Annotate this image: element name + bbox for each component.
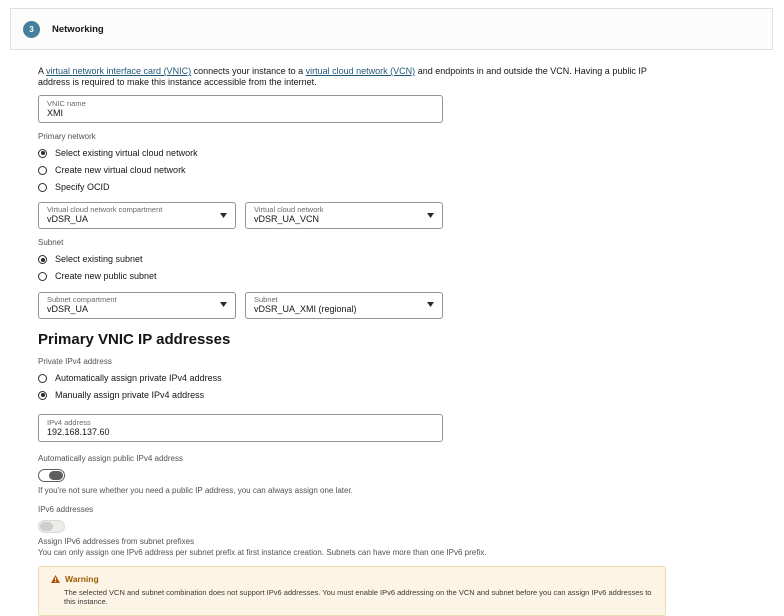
radio-label: Select existing subnet <box>55 254 143 265</box>
radio-auto-private-ipv4[interactable] <box>38 373 784 383</box>
private-ipv4-label: Private IPv4 address <box>38 356 112 366</box>
vnic-name-input[interactable] <box>47 108 434 118</box>
step-number-badge: 3 <box>23 21 40 38</box>
toggle-knob-icon <box>40 522 53 531</box>
chevron-down-icon <box>220 302 227 307</box>
radio-label: Automatically assign private IPv4 address <box>55 372 222 383</box>
radio-icon[interactable] <box>38 166 47 175</box>
subnet-select-label: Subnet <box>254 294 278 304</box>
intro-middle: connects your instance to a <box>191 66 306 76</box>
vcn-select-row <box>38 202 784 229</box>
warning-title: Warning <box>65 573 99 584</box>
subnet-compartment-select-label: Subnet compartment <box>47 294 117 304</box>
vnic-name-field[interactable] <box>38 95 443 123</box>
vcn-select[interactable] <box>245 202 443 229</box>
radio-label: Specify OCID <box>55 181 110 192</box>
radio-icon[interactable] <box>38 272 47 281</box>
public-ipv4-help: If you're not sure whether you need a public IP address, you can always assign one later. <box>38 485 353 495</box>
subnet-compartment-select[interactable] <box>38 292 236 319</box>
radio-label: Create new public subnet <box>55 271 157 282</box>
public-ipv4-toggle[interactable] <box>38 469 65 482</box>
subnet-select[interactable] <box>245 292 443 319</box>
radio-icon[interactable] <box>38 255 47 264</box>
vcn-compartment-select[interactable] <box>38 202 236 229</box>
networking-form <box>0 50 784 616</box>
vnic-doc-link[interactable]: virtual network interface card (VNIC) <box>46 66 192 76</box>
intro-paragraph <box>38 66 658 89</box>
chevron-down-icon <box>427 302 434 307</box>
radio-icon[interactable] <box>38 149 47 158</box>
radio-select-existing-vcn[interactable] <box>38 148 784 158</box>
primary-vnic-ip-heading: Primary VNIC IP addresses <box>38 330 231 348</box>
radio-icon[interactable] <box>38 374 47 383</box>
ipv4-address-input[interactable] <box>47 427 434 437</box>
vnic-name-label: VNIC name <box>47 98 86 108</box>
subnet-label: Subnet <box>38 238 64 248</box>
vcn-select-label: Virtual cloud network <box>254 204 324 214</box>
vcn-doc-link[interactable]: virtual cloud network (VCN) <box>305 66 416 76</box>
toggle-knob-icon <box>49 471 63 480</box>
radio-label: Create new virtual cloud network <box>55 164 186 175</box>
subnet-compartment-select-value: vDSR_UA <box>47 303 89 314</box>
intro-prefix: A <box>38 66 47 76</box>
warning-icon <box>51 575 60 583</box>
subnet-select-value: vDSR_UA_XMI (regional) <box>254 303 357 314</box>
radio-manual-private-ipv4[interactable] <box>38 390 784 400</box>
ipv6-help: You can only assign one IPv6 address per subnet prefix at first instance creation. Subnets can have more than one IPv6 prefix. <box>38 548 487 558</box>
subnet-select-row <box>38 292 784 319</box>
ipv6-sub-label: Assign IPv6 addresses from subnet prefixes <box>38 536 195 546</box>
intro-suffix: and endpoints in and outside the VCN. Having a public IP address is required to make this instance accessible from the internet. <box>38 66 647 88</box>
vcn-select-value: vDSR_UA_VCN <box>254 213 320 224</box>
radio-icon[interactable] <box>38 183 47 192</box>
radio-specify-ocid[interactable] <box>38 182 784 192</box>
ipv6-toggle <box>38 520 65 533</box>
vcn-compartment-select-value: vDSR_UA <box>47 213 89 224</box>
ipv4-address-field[interactable] <box>38 414 443 442</box>
radio-create-new-vcn[interactable] <box>38 165 784 175</box>
vcn-compartment-select-label: Virtual cloud network compartment <box>47 204 163 214</box>
public-ipv4-label: Automatically assign public IPv4 address <box>38 454 183 464</box>
warning-banner <box>38 566 666 616</box>
radio-label: Select existing virtual cloud network <box>55 147 198 158</box>
chevron-down-icon <box>220 213 227 218</box>
warning-message: The selected VCN and subnet combination does not support IPv6 addresses. You must enable IPv6 addressing on the VCN and subnet before you can assign IPv6 addresses to this instance. <box>64 587 652 607</box>
chevron-down-icon <box>427 213 434 218</box>
warning-header <box>51 574 653 584</box>
step-title: Networking <box>52 23 104 35</box>
radio-icon[interactable] <box>38 391 47 400</box>
radio-label: Manually assign private IPv4 address <box>55 389 205 400</box>
radio-select-existing-subnet[interactable] <box>38 255 784 265</box>
primary-network-label: Primary network <box>38 131 96 141</box>
ipv6-label: IPv6 addresses <box>38 505 94 515</box>
step-header <box>10 8 773 50</box>
radio-create-new-public-subnet[interactable] <box>38 272 784 282</box>
ipv4-address-label: IPv4 address <box>47 418 91 428</box>
